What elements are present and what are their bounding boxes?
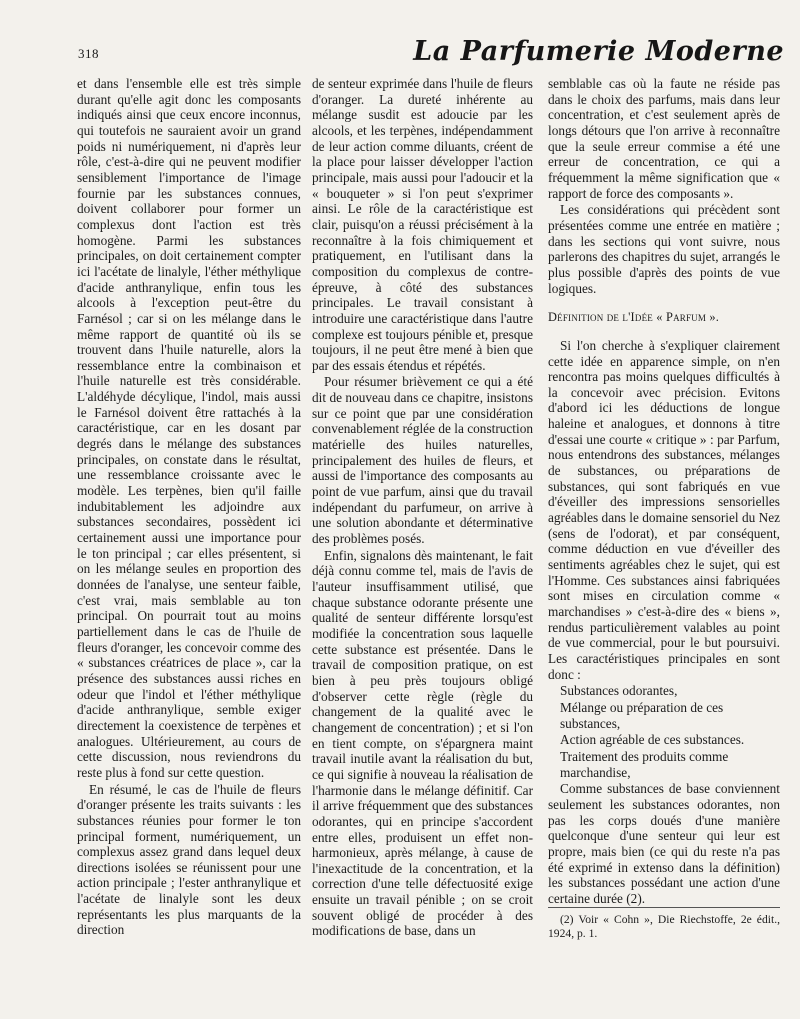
journal-title: La Parfumerie Moderne (413, 36, 784, 67)
paragraph: et dans l'ensemble elle est très simple durant qu'elle agit donc les composants indiqués ainsi que ceux encore inconnus, qui toutefois ne sauraient avoir un grand poids ni numériquement, ni d'après leur rôle, c'est-à-dire qui ne peuvent modifier sensiblement l'importance de l'image fournie par les substances connues, doivent collaborer pour former un complexus dont l'action est très homogène. Parmi les substances principales, on doit certainement compter ici l'acétate de linalyle, l'éther méthylique d'acide anthranylique, enfin tous les alcools à l'exception peut-être du Farnésol ; car si on les mélange dans le même rapport de quantité où ils se trouvent dans l'huile naturelle, alors la ressemblance entre la combinaison et l'huile naturelle est très considérable. L'aldéhyde décylique, l'indol, mais aussi le Farnésol doivent être rattachés à la caractéristique, car en les dosant par degrés dans le mélange des substances principales, on constate dans le résultat, une ressemblance croissante avec le modèle. Les terpènes, bien qu'il faille indubitablement les adjoindre aux substances secondaires, possèdent ici certainement aussi une importance pour le ton principal ; car elles présentent, si on les mélange seules en proportion des données de l'analyse, une senteur faible, c'est vrai, mais semblable au ton principal. On pourrait tout au moins partiellement dans le cas de l'huile de fleurs d'oranger, les concevoir comme des « substances créatrices de place », car la présence des substances aussi riches en odeur que l'indol et l'éther méthylique d'acide anthranylique, semble exiger directement la coexistence de terpènes et analogues. Ultérieurement, au cours de cette discussion, nous reviendrons du reste plus à fond sur cette question. (77, 76, 301, 780)
paragraph: Les considérations qui précèdent sont présentées comme une entrée en matière ; dans les sections qui vont suivre, nous parlerons des chapitres du sujet, arrangés le plus possible d'après des points de vue logiques. (548, 202, 780, 296)
list-item: Substances odorantes, (560, 683, 678, 699)
paragraph: Pour résumer brièvement ce qui a été dit de nouveau dans ce chapitre, insistons sur ce point que par une considération convenablement réglée de la construction matérielle des huiles naturelles, principalement des huiles de fleurs, et aussi de l'importance des composants au point de vue parfum, ainsi que du travail indépendant du parfumeur, on arrive à une solution abondante et déterminative des problèmes posés. (312, 374, 533, 547)
paragraph: En résumé, le cas de l'huile de fleurs d'oranger présente les traits suivants : les substances réunies pour former le ton principal forment, numériquement, un complexus assez grand dans lequel deux directions isolées se réunissent pour une action principale ; l'ester anthranylique et l'acétate de linalyle sont les deux représentants les plus marquants de la direction (77, 781, 301, 938)
paragraph: Comme substances de base conviennent seulement les substances odorantes, non pas les corps doués d'une manière quelconque d'une senteur qui leur est propre, mais bien (ce qui du reste n'a pas été exprimé in extenso dans la définition) les substances possédant une action d'une certaine durée (2). (548, 781, 780, 906)
column-2 (312, 76, 533, 939)
column-3 (548, 76, 780, 940)
paragraph: semblable cas où la faute ne réside pas dans le choix des parfums, mais dans leur concentration, et c'est seulement après de longs détours que l'on arrive à reconnaître que la seule erreur commise a été une erreur de concentration, ce qui a fréquemment la même signification que « rapport de force des composants ». (548, 76, 780, 201)
list-item: Mélange ou préparation de ces substances, (560, 699, 724, 731)
column-1 (77, 76, 301, 938)
page-number: 318 (78, 46, 99, 61)
section-heading: Définition de l'Idée « Parfum ». (548, 310, 720, 325)
list-item: Traitement des produits comme marchandise, (560, 748, 729, 780)
paragraph: de senteur exprimée dans l'huile de fleurs d'oranger. La dureté inhérente au mélange susdit est adoucie par les alcools, et les terpènes, indépendamment de leur action comme diluants, créent de la place pour laisser développer l'action principale, mais aussi pour l'adoucir et la « bouqueter » si l'on peut s'exprimer ainsi. Le rôle de la caractéristique est clair, puisqu'on a réussi précisément à la reconnaître à la fois chimiquement et pratiquement, en l'utilisant dans la composition du complexus de contre-épreuve, à côté des substances principales. Le travail consistant à introduire une caractéristique dans l'autre complexe est toujours pénible et, presque toujours, il ne peut être mené à bien que par des essais étendus et répétés. (312, 76, 533, 373)
footnote: (2) Voir « Cohn », Die Riechstoffe, 2e édit., 1924, p. 1. (548, 907, 780, 940)
list-item: Action agréable de ces substances. (560, 732, 745, 748)
paragraph: Si l'on cherche à s'expliquer clairement cette idée en apparence simple, on n'en rencontra pas moins quelques difficultés à la concevoir avec précision. Evitons d'abord ici les déductions de longue haleine et analogues, et donnons à titre d'essai une courte « critique » : par Parfum, nous entendrons des substances, mélanges de substances, ou préparations de substances, qui sont fabriqués en vue d'éveiller des impressions sensorielles agréables dans le domaine sensoriel du Nez (sens de l'odorat), et par conséquent, comme déduction en vue d'éveiller des sentiments agréables chez le sujet, qui est l'Homme. Ces substances ainsi fabriquées sont mises en circulation comme « marchandises » c'est-à-dire des « biens », rendus particulièrement valables au point de vue commercial, pour le but poursuivi. Les caractéristiques principales en sont donc : (548, 337, 780, 682)
paragraph: Enfin, signalons dès maintenant, le fait déjà connu comme tel, mais de l'avis de l'auteur insuffisamment utilisé, que chaque substance odorante présente une qualité de senteur différente lorsqu'est modifiée la concentration sous laquelle cette substance est présentée. Dans le travail de composition pratique, on est bien à peu près toujours obligé d'observer cette règle (règle du changement de la qualité avec le changement de concentration) ; et si l'on en tient compte, on s'épargnera maint travail inutile avant la réalisation du but, ce qui signifie à nouveau la réalisation de l'harmonie dans le mélange définitif. Car il arrive fréquemment que des substances odorantes, qui en principe s'accordent entre elles, produisent un effet non-harmonieux, après mélange, à cause de l'inexactitude de la concentration, et la correction d'une telle défectuosité exige ensuite un travail pénible ; on se croit souvent obligé de procéder à des modifications de base, dans un (312, 547, 533, 939)
page-header (78, 36, 788, 72)
